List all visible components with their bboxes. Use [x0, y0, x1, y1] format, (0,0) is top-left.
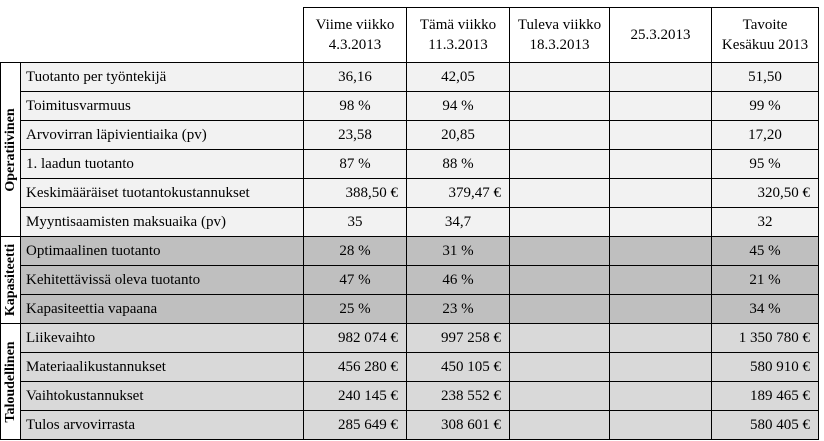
value-cell: 99 %	[712, 92, 819, 121]
group-label: Taloudellinen	[2, 340, 18, 423]
label-header-blank	[21, 8, 304, 63]
value-cell: 87 %	[304, 150, 407, 179]
group-label-cell	[1, 324, 21, 440]
col-header-tavoite	[712, 8, 819, 63]
row-label: Arvovirran läpivientiaika (pv)	[21, 121, 304, 150]
row-label: Myyntisaamisten maksuaika (pv)	[21, 208, 304, 237]
header-row	[1, 8, 819, 63]
empty-cell	[610, 295, 712, 324]
value-cell: 88 %	[407, 150, 510, 179]
value-cell: 23 %	[407, 295, 510, 324]
empty-cell	[510, 382, 610, 411]
empty-cell	[610, 353, 712, 382]
empty-cell	[610, 150, 712, 179]
empty-cell	[510, 324, 610, 353]
row-label: Kapasiteettia vapaana	[21, 295, 304, 324]
value-cell: 23,58	[304, 121, 407, 150]
table-row	[1, 324, 819, 353]
col-header-title: Tavoite	[742, 17, 788, 33]
row-label: 1. laadun tuotanto	[21, 150, 304, 179]
value-cell: 94 %	[407, 92, 510, 121]
value-cell: 46 %	[407, 266, 510, 295]
empty-cell	[610, 324, 712, 353]
value-cell: 388,50 €	[304, 179, 407, 208]
col-header-tuleva-viikko	[510, 8, 610, 63]
value-cell: 20,85	[407, 121, 510, 150]
value-cell: 240 145 €	[304, 382, 407, 411]
col-header-date: 25.3.2013	[630, 27, 691, 43]
empty-cell	[510, 266, 610, 295]
empty-cell	[610, 92, 712, 121]
table-body	[1, 63, 819, 440]
value-cell: 42,05	[407, 63, 510, 92]
row-label: Tuotanto per työntekijä	[21, 63, 304, 92]
empty-cell	[510, 179, 610, 208]
table-row	[1, 295, 819, 324]
empty-cell	[610, 121, 712, 150]
row-label: Tulos arvovirrasta	[21, 411, 304, 440]
value-cell: 320,50 €	[712, 179, 819, 208]
value-cell: 34 %	[712, 295, 819, 324]
col-header-date: Kesäkuu 2013	[721, 37, 809, 53]
value-cell: 17,20	[712, 121, 819, 150]
value-cell: 25 %	[304, 295, 407, 324]
value-cell: 32	[712, 208, 819, 237]
value-cell: 28 %	[304, 237, 407, 266]
value-cell: 98 %	[304, 92, 407, 121]
table-row	[1, 411, 819, 440]
value-cell: 21 %	[712, 266, 819, 295]
empty-cell	[610, 382, 712, 411]
value-cell: 95 %	[712, 150, 819, 179]
value-cell: 997 258 €	[407, 324, 510, 353]
value-cell: 45 %	[712, 237, 819, 266]
table-row	[1, 121, 819, 150]
value-cell: 189 465 €	[712, 382, 819, 411]
empty-cell	[510, 150, 610, 179]
row-label: Toimitusvarmuus	[21, 92, 304, 121]
table-row	[1, 150, 819, 179]
empty-cell	[510, 237, 610, 266]
value-cell: 36,16	[304, 63, 407, 92]
row-label: Materiaalikustannukset	[21, 353, 304, 382]
value-cell: 308 601 €	[407, 411, 510, 440]
row-label: Keskimääräiset tuotantokustannukset	[21, 179, 304, 208]
value-cell: 456 280 €	[304, 353, 407, 382]
col-header-viime-viikko	[304, 8, 407, 63]
empty-cell	[610, 208, 712, 237]
col-header-title: Viime viikko	[315, 17, 395, 33]
empty-cell	[610, 179, 712, 208]
col-header-date: 18.3.2013	[529, 37, 590, 53]
group-label: Operatiivinen	[2, 107, 18, 192]
value-cell: 51,50	[712, 63, 819, 92]
col-header-title: Tuleva viikko	[517, 17, 602, 33]
value-cell: 47 %	[304, 266, 407, 295]
empty-cell	[610, 266, 712, 295]
value-cell: 450 105 €	[407, 353, 510, 382]
empty-cell	[510, 208, 610, 237]
col-header-tama-viikko	[407, 8, 510, 63]
group-label-cell	[1, 237, 21, 324]
empty-cell	[510, 92, 610, 121]
value-cell: 31 %	[407, 237, 510, 266]
value-cell: 580 910 €	[712, 353, 819, 382]
group-label: Kapasiteetti	[2, 243, 18, 317]
col-header-date: 4.3.2013	[328, 37, 382, 53]
value-cell: 285 649 €	[304, 411, 407, 440]
empty-cell	[510, 353, 610, 382]
table-row	[1, 353, 819, 382]
table-row	[1, 382, 819, 411]
group-label-cell	[1, 63, 21, 237]
value-cell: 35	[304, 208, 407, 237]
corner-blank	[1, 8, 21, 63]
empty-cell	[610, 411, 712, 440]
value-cell: 379,47 €	[407, 179, 510, 208]
row-label: Optimaalinen tuotanto	[21, 237, 304, 266]
kpi-table	[0, 7, 819, 440]
col-header-25-3-2013	[610, 8, 712, 63]
empty-cell	[510, 411, 610, 440]
value-cell: 238 552 €	[407, 382, 510, 411]
table-row	[1, 266, 819, 295]
value-cell: 1 350 780 €	[712, 324, 819, 353]
col-header-date: 11.3.2013	[428, 37, 488, 53]
value-cell: 982 074 €	[304, 324, 407, 353]
table-row	[1, 63, 819, 92]
row-label: Vaihtokustannukset	[21, 382, 304, 411]
empty-cell	[610, 237, 712, 266]
empty-cell	[510, 295, 610, 324]
table-row	[1, 208, 819, 237]
table-row	[1, 179, 819, 208]
col-header-title: Tämä viikko	[419, 17, 497, 33]
table-row	[1, 237, 819, 266]
empty-cell	[510, 121, 610, 150]
table-row	[1, 92, 819, 121]
row-label: Kehitettävissä oleva tuotanto	[21, 266, 304, 295]
empty-cell	[610, 63, 712, 92]
value-cell: 34,7	[407, 208, 510, 237]
empty-cell	[510, 63, 610, 92]
row-label: Liikevaihto	[21, 324, 304, 353]
value-cell: 580 405 €	[712, 411, 819, 440]
